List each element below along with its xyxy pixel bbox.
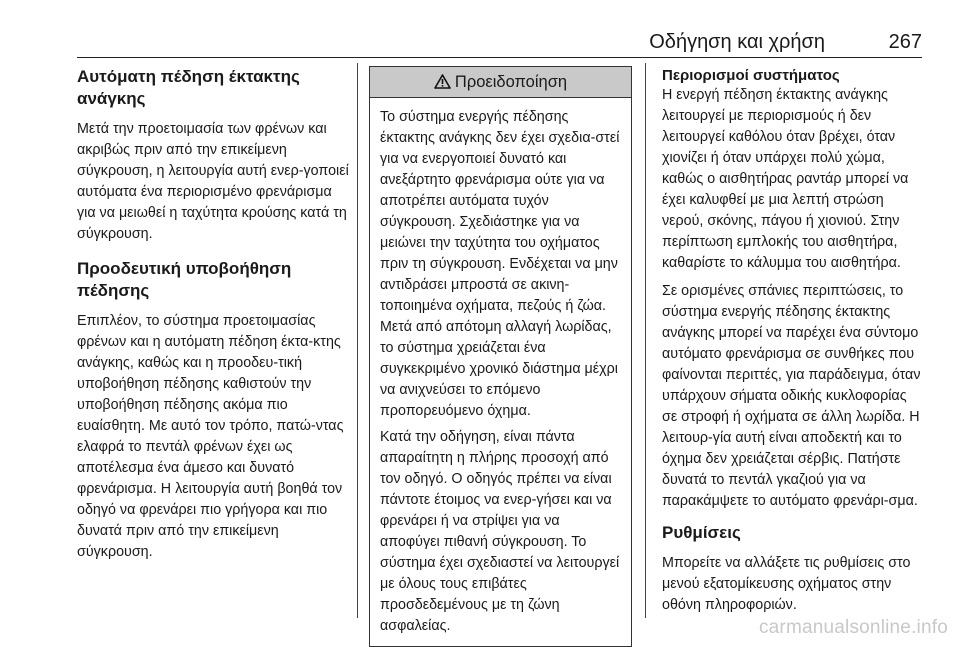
paragraph-settings: Μπορείτε να αλλάξετε τις ρυθμίσεις στο μενού εξατομίκευσης οχήματος στην οθόνη πληροφοριών. (662, 555, 911, 613)
warning-paragraph-2: Κατά την οδήγηση, είναι πάντα απαραίτητη η πλήρης προσοχή από τον οδηγό. Ο οδηγός πρέπει να είναι πάντοτε έτοιμος να ενερ-γήσει και να φρενάρει ή να στρίψει για να αποφύγει πιθανή σύγκρουση. Το σύστημα έχει σχεδιαστεί να λειτουργεί με όλους τους επιβάτες προσδεδεμένους με τη ζώνη ασφαλείας. (380, 429, 620, 634)
warning-triangle-icon (434, 69, 451, 84)
column-left (77, 66, 353, 576)
column-divider-2 (645, 63, 646, 618)
warning-header (370, 67, 631, 98)
paragraph-brake-assist: Επιπλέον, το σύστημα προετοιμασίας φρένων και η αυτόματη πέδηση έκτα-κτης ανάγκης, καθώς και η προοδευ-τική υποβοήθηση πέδησης καθιστούν την υποβοήθηση πέδησης ακόμα πιο ευαίσθητη. Με αυτό τον τρόπο, πατώ-ντας ελαφρά το πεντάλ φρένων έχει ως αποτέλεσμα ένα άμεσο και δυνατό φρενάρισμα. Η λειτουργία αυτή βοηθά τον οδηγό να φρενάρει πιο γρήγορα και πιο δυνατά πριν από την επικείμενη σύγκρουση. (77, 313, 344, 560)
heading-brake-assist: Προοδευτική υποβοήθηση πέδησης (77, 259, 292, 300)
paragraph-auto-braking: Μετά την προετοιμασία των φρένων και ακριβώς πριν από την επικείμενη σύγκρουση, η λειτουργία αυτή ενερ-γοποιεί αυτόματα ένα περιορισμένο φρενάρισμα για να μειωθεί η ταχύτητα κρούσης κατά τη σύγκρουση. (77, 121, 349, 242)
column-divider-1 (357, 63, 358, 618)
page-header (0, 28, 960, 56)
column-right (662, 66, 923, 623)
warning-paragraph-1: Το σύστημα ενεργής πέδησης έκτακτης ανάγκης δεν έχει σχεδια-στεί για να ενεργοποιεί δυνατό και ανεξάρτητο φρενάρισμα ούτε για να αποτρέπει αυτόματα τυχόν σύγκρουση. Σχεδιάστηκε για να μειώνει την ταχύτητα του οχήματος πριν τη σύγκρουση. Ενδέχεται να μην αντιδράσει μπροστά σε ακινη-τοποιημένα οχήματα, πεζούς ή ζώα. Μετά από απότομη αλλαγή λωρίδας, το σύστημα χρειάζεται ένα συγκεκριμένο χρονικό διάστημα μέχρι να ανιχνεύσει το επόμενο προπορευόμενο όχημα. (380, 109, 620, 419)
warning-body (370, 98, 631, 646)
watermark-text: carmanualsonline.info (758, 617, 948, 638)
header-rule (77, 57, 922, 58)
column-middle (369, 66, 632, 647)
heading-settings: Ρυθμίσεις (662, 523, 741, 542)
heading-auto-emergency-braking: Αυτόματη πέδηση έκτακτης ανάγκης (77, 67, 300, 108)
paragraph-false-braking: Σε ορισμένες σπάνιες περιπτώσεις, το σύστημα ενεργής πέδησης έκτακτης ανάγκης μπορεί να παρέχει ένα σύντομο αυτόματο φρενάρισμα σε συνθήκες που φαίνονται περιττές, για παράδειγμα, όταν υπάρχουν σήματα οδικής κυκλοφορίας σε στροφή ή οχήματα σε άλλη λωρίδα. Η λειτουρ-γία αυτή είναι αποδεκτή και το όχημα δεν χρειάζεται σέρβις. Πατήστε δυνατά το πεντάλ γκαζιού για να παρακάμψετε το αυτόματο φρενάρι-σμα. (662, 283, 921, 509)
warning-title: Προειδοποίηση (454, 73, 568, 91)
paragraph-limits: Η ενεργή πέδηση έκτακτης ανάγκης λειτουργεί με περιορισμούς ή δεν λειτουργεί καθόλου όταν βρέχει, όταν χιονίζει ή όταν υπάρχει πολύ χώμα, καθώς ο αισθητήρας ραντάρ μπορεί να έχει καλυφθεί με μια λεπτή στρώση νερού, σκόνης, πάγου ή χιονιού. Στην περίπτωση εμπλοκής του αισθητήρα, καθαρίστε το κάλυμμα του αισθητήρα. (662, 87, 909, 271)
page-number: 267 (888, 31, 922, 53)
warning-box (369, 66, 632, 647)
section-title: Οδήγηση και χρήση (649, 31, 825, 53)
heading-system-limits: Περιορισμοί συστήματος (662, 67, 840, 84)
